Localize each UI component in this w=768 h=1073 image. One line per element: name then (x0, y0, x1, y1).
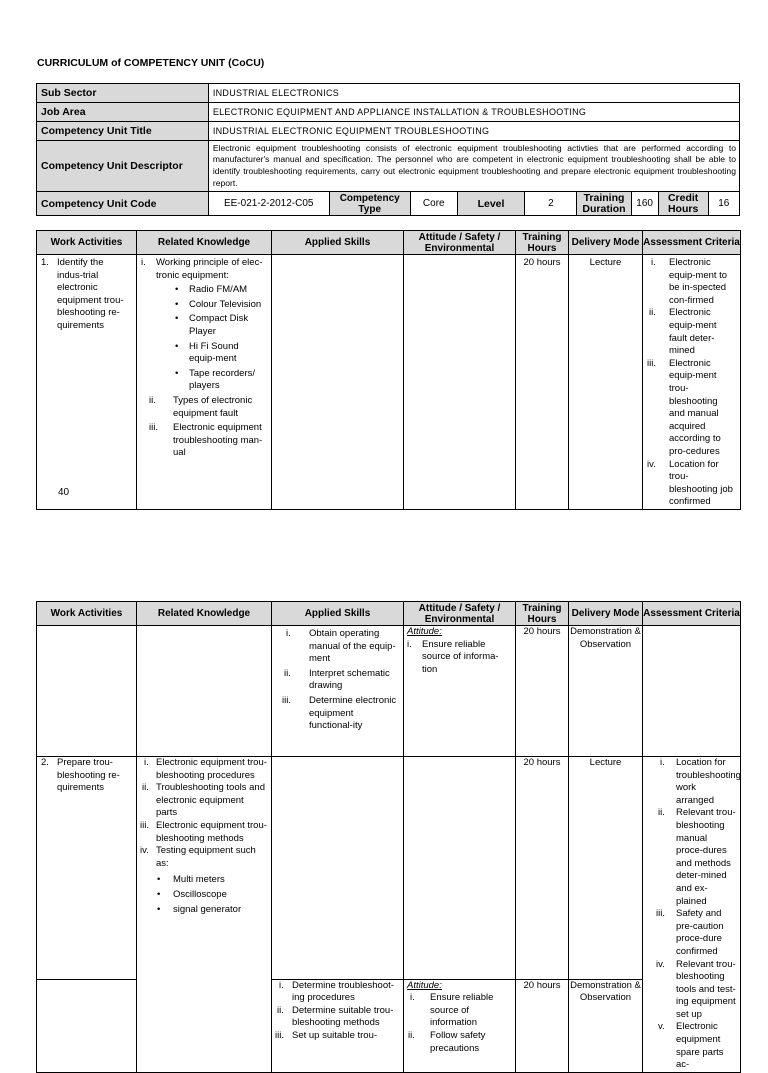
training-hours-cell: 20 hours (516, 757, 569, 980)
table-row (37, 757, 741, 980)
list-item: Troubleshooting tools and electronic equipment parts (156, 782, 265, 819)
training-hours-cell: 20 hours (516, 626, 569, 757)
col-header-training-hours: Training Hours (516, 231, 569, 255)
delivery-mode-cell: Lecture (569, 757, 643, 980)
col-header-related-knowledge: Related Knowledge (137, 231, 272, 255)
descriptor-value: Electronic equipment troubleshooting consists of electronic equipment troubleshooting activties that are performed according to manufacturer's manual and specification. The personnel who are competent in electronic equipment troubleshooting shall be able to identify troubleshooting requirements, carry out electronic equipment troubleshooting and prepare electronic equipment troubleshooting report. (208, 141, 739, 192)
code-value: EE-021-2-2012-C05 (208, 192, 329, 216)
applied-skills-cell (272, 255, 404, 510)
attitude-cell (404, 757, 516, 980)
work-activity-text: Prepare trou-bleshooting re-quirements (57, 757, 120, 794)
delivery-mode-cell: Demonstration & Observation (569, 979, 643, 1072)
table-row (37, 255, 741, 510)
work-activity-cell (37, 979, 137, 1072)
table-row (37, 626, 741, 757)
delivery-mode-cell: Demonstration & Observation (569, 626, 643, 757)
delivery-mode-cell: Lecture (569, 255, 643, 510)
list-item: Ensure reliable source of information (430, 992, 494, 1029)
list-item: Electronic equipment trou-bleshooting procedures (156, 757, 267, 781)
list-item: Electronic equip-ment trou-bleshooting and manual acquired according to pro-cedures (669, 357, 721, 457)
work-activity-cell (37, 757, 137, 980)
descriptor-label: Competency Unit Descriptor (37, 141, 209, 192)
cu-title-value: INDUSTRIAL ELECTRONIC EQUIPMENT TROUBLESHOOTING (208, 122, 739, 141)
list-item: • Multi meters (157, 874, 225, 886)
credit-hours-label: Credit Hours (658, 192, 708, 216)
table-header-row (37, 231, 741, 255)
col-header-attitude: Attitude / Safety / Environmental (404, 231, 516, 255)
assessment-criteria-cell: i. Location for troubleshooting work arranged ii. Relevant trou-bleshooting manual proce-dures and methods deter-mined and ex-plained iii. Safety and pre-caution proce-dure confirmed iv. Relevant trou-bleshooting tools and test-ing equipment set up v. Electronic equipment spare parts ac- (643, 757, 741, 1073)
list-item: • Compact Disk Player (175, 313, 249, 337)
type-label: Competency Type (329, 192, 410, 216)
job-area-label: Job Area (37, 103, 209, 122)
job-area-value: ELECTRONIC EQUIPMENT AND APPLIANCE INSTALLATION & TROUBLESHOOTING (208, 103, 739, 122)
list-item: Location for trou-bleshooting job confirmed (669, 458, 733, 508)
col-header-delivery-mode: Delivery Mode (569, 602, 643, 626)
attitude-cell: Attitude: i. Ensure reliable source of informa-tion (404, 626, 516, 757)
list-item-text: Electronic equipment troubleshooting man-ual (173, 422, 263, 459)
list-item: Set up suitable trou- (292, 1029, 378, 1041)
credit-hours-value: 16 (708, 192, 739, 216)
col-header-assessment-criteria: Assessment Criteria (643, 602, 741, 626)
level-value: 2 (525, 192, 577, 216)
list-item: Relevant trou-bleshooting manual proce-dures and methods deter-mined and ex-plained (676, 807, 736, 907)
list-item: Electronic equipment spare parts ac- (676, 1021, 724, 1071)
table-header-row (37, 602, 741, 626)
bullet-list (137, 282, 271, 393)
attitude-title: Attitude: (407, 979, 442, 991)
list-item: Electronic equip-ment fault deter-mined (669, 307, 717, 357)
related-knowledge-cell (137, 255, 272, 510)
list-item: • Hi Fi Sound equip-ment (175, 340, 239, 365)
list-item-text: Types of electronic equipment fault (173, 394, 253, 419)
list-item: • Colour Television (175, 298, 262, 310)
related-knowledge-cell (137, 626, 272, 757)
work-activity-cell (37, 255, 137, 510)
list-item: Electronic equipment trou-bleshooting methods (156, 819, 267, 844)
attitude-cell (404, 255, 516, 510)
assessment-criteria-cell (643, 626, 741, 757)
work-activity-number: 1. (41, 257, 49, 268)
list-item: Ensure reliable source of informa-tion (422, 638, 499, 675)
list-item: Determine electronic equipment functional-ity (309, 694, 397, 732)
col-header-delivery-mode: Delivery Mode (569, 231, 643, 255)
work-activity-number: 2. (41, 757, 49, 768)
training-hours-cell: 20 hours (516, 979, 569, 1072)
col-header-applied-skills: Applied Skills (272, 231, 404, 255)
applied-skills-cell: i. Obtain operating manual of the equip-ment ii. Interpret schematic drawing iii. Determine electronic equipment functional-ity (272, 626, 404, 757)
list-item: Interpret schematic drawing (309, 667, 390, 692)
list-item: • signal generator (157, 903, 242, 915)
assessment-criteria-cell: i. Electronic equip-ment to be in-spected con-firmed ii. Electronic equip-ment fault deter-mined iii. Electronic equip-ment trou-bleshooting and manual acquired according to pro-cedures iv. Location for trou-bleshooting job confirmed (643, 255, 741, 510)
applied-skills-cell (272, 757, 404, 980)
related-knowledge-cell: i. Electronic equipment trou-bleshooting procedures ii. Troubleshooting tools and electronic equipment parts iii. Electronic equipment trou-bleshooting methods iv. Testing equipment such as: • Multi meters • Oscilloscope • signal generator (137, 757, 272, 1073)
work-activity-text: Identify the indus-trial electronic equipment trou-bleshooting re-quirements (57, 257, 124, 331)
type-value: Core (410, 192, 457, 216)
sub-sector-label: Sub Sector (37, 84, 209, 103)
list-item-text: Working principle of elec-tronic equipment: (156, 257, 263, 281)
col-header-training-hours: Training Hours (516, 602, 569, 626)
competency-info-table (36, 83, 740, 216)
col-header-attitude: Attitude / Safety / Environmental (404, 602, 516, 626)
list-item: Obtain operating manual of the equip-ment (309, 628, 396, 665)
applied-skills-cell: i. Determine troubleshoot-ing procedures ii. Determine suitable trou-bleshooting methods iii. Set up suitable trou- (272, 979, 404, 1072)
code-label: Competency Unit Code (37, 192, 209, 216)
curriculum-table-1 (36, 230, 741, 510)
col-header-applied-skills: Applied Skills (272, 602, 404, 626)
list-item: Safety and pre-caution proce-dure confirmed (676, 908, 724, 957)
list-item: • Tape recorders/ players (175, 367, 256, 392)
col-header-work-activities: Work Activities (37, 602, 137, 626)
list-item: • Radio FM/AM (175, 284, 248, 296)
attitude-title: Attitude: (407, 626, 442, 637)
list-item: Electronic equip-ment to be in-spected con-firmed (669, 257, 728, 306)
col-header-work-activities: Work Activities (37, 231, 137, 255)
curriculum-table-2 (36, 601, 741, 1073)
cu-title-label: Competency Unit Title (37, 122, 209, 141)
list-number: i. (141, 257, 146, 268)
list-item: Location for troubleshooting work arranged (676, 757, 741, 806)
level-label: Level (457, 192, 525, 216)
list-item: Determine suitable trou-bleshooting methods (292, 1004, 394, 1029)
list-item: Determine troubleshoot-ing procedures (292, 979, 394, 1004)
training-duration-value: 160 (631, 192, 658, 216)
list-item: Follow safety precautions (430, 1029, 486, 1054)
work-activity-cell (37, 626, 137, 757)
training-duration-label: Training Duration (577, 192, 631, 216)
list-item: • Oscilloscope (157, 888, 227, 900)
list-item: Relevant trou-bleshooting tools and test-ing equipment set up (676, 958, 736, 1020)
col-header-assessment-criteria: Assessment Criteria (643, 231, 741, 255)
page-number: 40 (58, 487, 70, 498)
sub-sector-value: INDUSTRIAL ELECTRONICS (208, 84, 739, 103)
bullet-list (137, 870, 271, 916)
list-item: Testing equipment such as: (156, 845, 256, 869)
list-number: iii. (149, 422, 158, 434)
list-number: ii. (149, 394, 156, 406)
attitude-cell: Attitude: i. Ensure reliable source of information ii. Follow safety precautions (404, 979, 516, 1072)
page-title: CURRICULUM of COMPETENCY UNIT (CoCU) (37, 57, 265, 69)
col-header-related-knowledge: Related Knowledge (137, 602, 272, 626)
training-hours-cell: 20 hours (516, 255, 569, 510)
